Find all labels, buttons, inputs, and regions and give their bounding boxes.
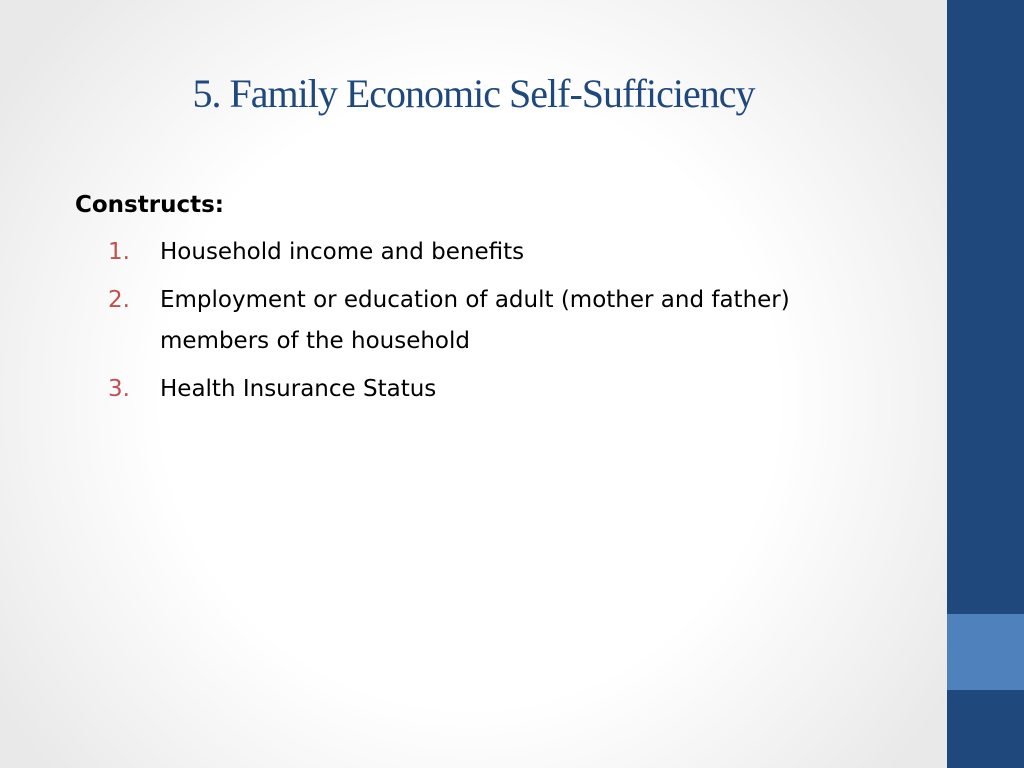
slide-title: 5. Family Economic Self-Sufficiency	[192, 71, 755, 116]
list-item-number: 3.	[108, 376, 130, 402]
list-item	[75, 369, 875, 410]
constructs-list	[75, 232, 875, 410]
list-item	[75, 232, 875, 273]
list-item	[75, 280, 875, 362]
list-item-text: Health Insurance Status	[160, 376, 437, 402]
list-item-number: 2.	[108, 287, 130, 313]
list-item-text: Household income and benefits	[160, 239, 525, 265]
constructs-heading: Constructs:	[75, 192, 224, 218]
sidebar-accent-block	[947, 614, 1024, 690]
slide-body	[75, 188, 875, 417]
list-item-text: Employment or education of adult (mother and father) members of the household	[160, 287, 790, 354]
list-item-number: 1.	[108, 239, 130, 265]
